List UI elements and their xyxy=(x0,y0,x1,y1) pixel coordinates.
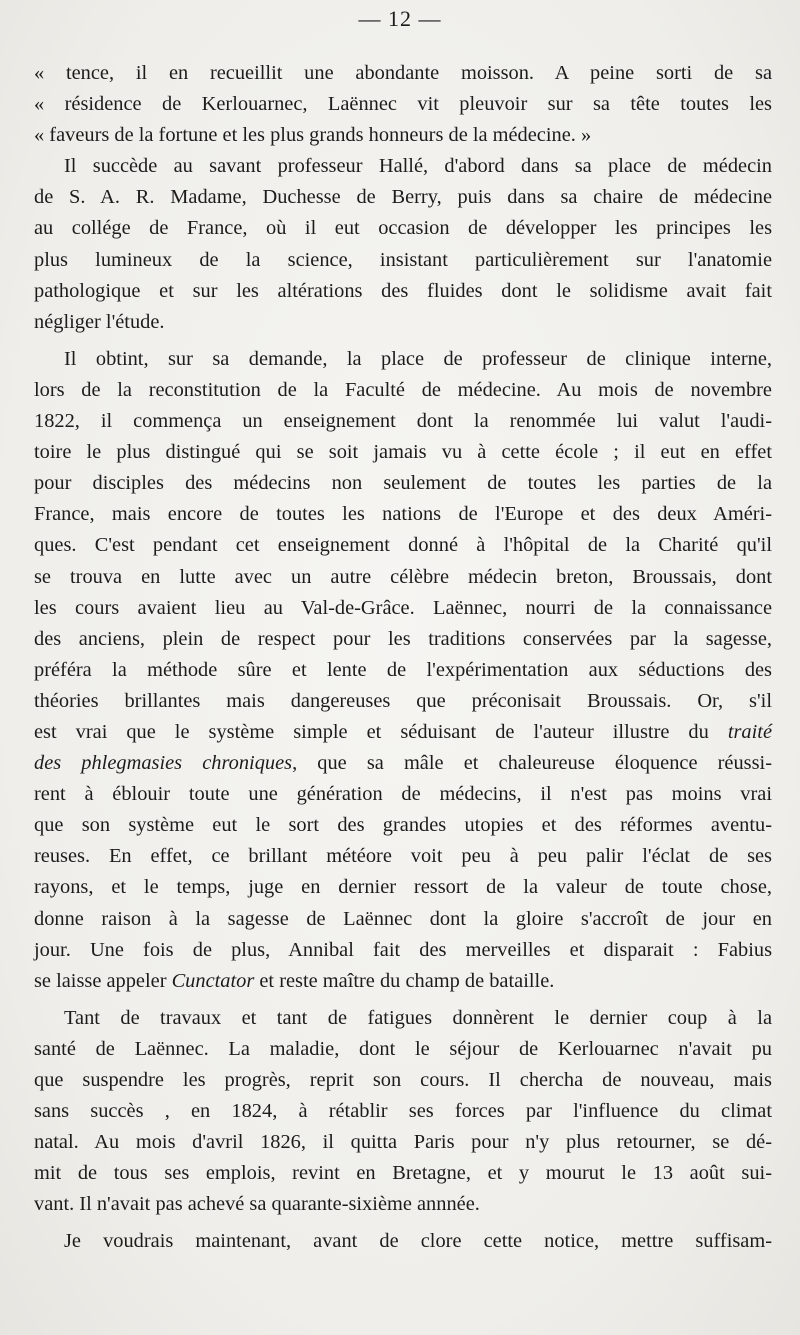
text-line: Il obtint, sur sa demande, la place de professeur de clinique interne, xyxy=(64,347,772,370)
paragraph-illness-death xyxy=(34,1003,772,1221)
text-line: préféra la méthode sûre et lente de l'expérimentation aux séductions des xyxy=(34,658,772,681)
text-line: rent à éblouir toute une génération de médecins, il n'est pas moins vrai xyxy=(34,783,772,806)
text-line: natal. Au mois d'avril 1826, il quitta Paris pour n'y plus retourner, se dé- xyxy=(34,1131,772,1154)
text-line: donne raison à la sagesse de Laënnec dont la gloire s'accroît de jour en xyxy=(34,907,772,930)
text-line: reuses. En effet, ce brillant météore voit peu à peu palir l'éclat de ses xyxy=(34,845,772,868)
text-line: jour. Une fois de plus, Annibal fait des merveilles et disparait : Fabius xyxy=(34,938,772,961)
text-line: des anciens, plein de respect pour les traditions conservées par la sagesse, xyxy=(34,627,772,650)
text-line: que son système eut le sort des grandes utopies et des réformes aventu- xyxy=(34,814,772,837)
text-line: pour disciples des médecins non seulement de toutes les parties de la xyxy=(34,472,772,495)
text-line: des phlegmasies chroniques, que sa mâle et chaleureuse éloquence réussi- xyxy=(34,752,772,775)
text-line: est vrai que le système simple et séduisant de l'auteur illustre du traité xyxy=(34,720,772,743)
text-line: 1822, il commença un enseignement dont la renommée lui valut l'audi- xyxy=(34,410,772,433)
text-line: Je voudrais maintenant, avant de clore cette notice, mettre suffisam- xyxy=(64,1230,772,1253)
text-line: au collége de France, où il eut occasion de développer les principes les xyxy=(34,217,772,240)
text-line: que suspendre les progrès, reprit son cours. Il chercha de nouveau, mais xyxy=(34,1069,772,1091)
text-line: santé de Laënnec. La maladie, dont le séjour de Kerlouarnec n'avait pu xyxy=(34,1037,772,1060)
text-line: « résidence de Kerlouarnec, Laënnec vit pleuvoir sur sa tête toutes les xyxy=(34,93,772,116)
text-line: négliger l'étude. xyxy=(34,310,165,333)
page-number: — 12 — xyxy=(358,6,442,31)
text-line: se trouva en lutte avec un autre célèbre médecin breton, Broussais, dont xyxy=(34,565,772,588)
paragraph-halle-succession xyxy=(34,151,772,338)
text-line: rayons, et le temps, juge en dernier ressort de la valeur de toute chose, xyxy=(34,876,772,899)
text-line: lors de la reconstitution de la Faculté de médecine. Au mois de novembre xyxy=(34,378,772,401)
paragraph-closing xyxy=(34,1226,772,1257)
text-line: France, mais encore de toutes les nations de l'Europe et des deux Améri- xyxy=(34,503,772,526)
text-line: plus lumineux de la science, insistant particulièrement sur l'anatomie xyxy=(34,248,772,271)
text-line: les cours avaient lieu au Val-de-Grâce. Laënnec, nourri de la connaissance xyxy=(34,596,772,619)
text-line: théories brillantes mais dangereuses que préconisait Broussais. Or, s'il xyxy=(34,689,772,712)
text-line: vant. Il n'avait pas achevé sa quarante-sixième annnée. xyxy=(34,1193,480,1216)
text-line: toire le plus distingué qui se soit jamais vu à cette école ; il eut en effet xyxy=(34,441,772,464)
text-line: Tant de travaux et tant de fatigues donnèrent le dernier coup à la xyxy=(64,1006,772,1029)
text-line: mit de tous ses emplois, revint en Bretagne, et y mourut le 13 août sui- xyxy=(34,1162,772,1185)
text-line: « faveurs de la fortune et les plus grands honneurs de la médecine. » xyxy=(34,124,592,147)
body-text xyxy=(34,58,772,1258)
text-line: Il succède au savant professeur Hallé, d'abord dans sa place de médecin xyxy=(64,155,772,178)
paragraph-quote-continuation xyxy=(34,58,772,151)
paragraph-clinique-broussais xyxy=(34,344,772,997)
text-line: ques. C'est pendant cet enseignement donné à l'hôpital de la Charité qu'il xyxy=(34,534,772,557)
text-line: sans succès , en 1824, à rétablir ses forces par l'influence du climat xyxy=(34,1100,772,1123)
text-line: se laisse appeler Cunctator et reste maître du champ de bataille. xyxy=(34,969,555,992)
text-line: pathologique et sur les altérations des fluides dont le solidisme avait fait xyxy=(34,279,772,302)
text-line: « tence, il en recueillit une abondante moisson. A peine sorti de sa xyxy=(34,62,772,84)
text-line: de S. A. R. Madame, Duchesse de Berry, puis dans sa chaire de médecine xyxy=(34,186,772,209)
